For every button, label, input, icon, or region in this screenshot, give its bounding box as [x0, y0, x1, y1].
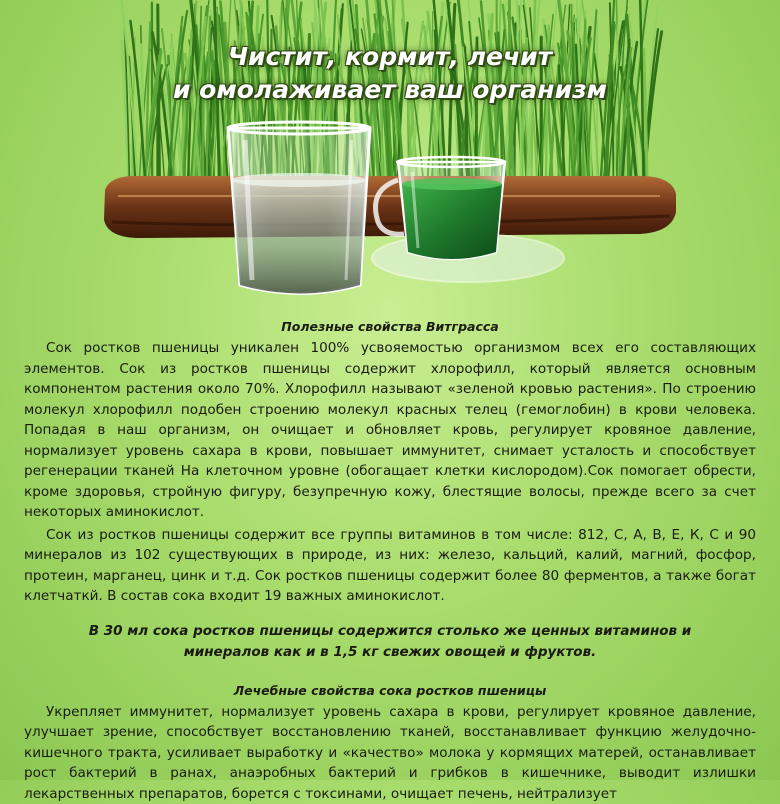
- headline: [0, 40, 780, 106]
- section-title-healing-properties: Лечебные свойства сока ростков пшеницы: [24, 681, 756, 701]
- callout: [24, 621, 756, 663]
- callout-line-1: В 30 мл сока ростков пшеницы содержится столько же ценных витаминов и: [24, 621, 756, 642]
- section-title-useful-properties: Полезные свойства Витграсса: [24, 317, 756, 337]
- paragraph: Сок из ростков пшеницы содержит все группы витаминов в том числе: 812, С, А, В, Е, К, С и 90 минералов из 102 существующих в природе, из них: железо, кальций, калий, магний, фосфор, протеин, марганец, цинк и т.д. Сок ростков пшеницы содержит более 80 ферментов, а также богат клетчаткй. В состав сока входит 19 важных аминокислот.: [24, 525, 756, 607]
- callout-line-2: минералов как и в 1,5 кг свежих овощей и фруктов.: [24, 642, 756, 663]
- article-body: [24, 315, 756, 804]
- paragraph: Сок ростков пшеницы уникален 100% усвояемостью организмом всех его составляющих элементов. Сок из ростков пшеницы содержит хлорофилл, который является основным компонентом растения около 70%. Хлорофилл называют «зеленой кровью растения». По строению молекул хлорофилл подобен строению молекул красных телец (гемоглобин) в крови человека. Попадая в наш организм, он очищает и обновляет кровь, регулирует кровяное давление, нормализует уровень сахара в крови, повышает иммунитет, снимает усталость и способствует регенерации тканей На клеточном уровне (обогащает клетки кислородом).Сок помогает обрести, кроме здоровья, стройную фигуру, безупречную кожу, блестящие волосы, прежде всего за счет некоторых аминокислот.: [24, 338, 756, 523]
- water-glass: [228, 122, 370, 294]
- headline-line-1: Чистит, кормит, лечит: [0, 40, 780, 73]
- paragraph: Укрепляет иммунитет, нормализует уровень сахара в крови, регулирует кровяное давление, улучшает зрение, способствует восстановлению тканей, восстанавливает функцию желудочно-кишечного тракта, усиливает выработку и «качество» молока у кормящих матерей, останавливает рост бактерий в ранах, анаэробных бактерий и грибков в кишечнике, выводит излишки лекарственных препаратов, борется с токсинами, очищает печень, нейтрализует: [24, 702, 756, 804]
- hero-banner: [0, 0, 780, 315]
- headline-line-2: и омолаживает ваш организм: [0, 73, 780, 106]
